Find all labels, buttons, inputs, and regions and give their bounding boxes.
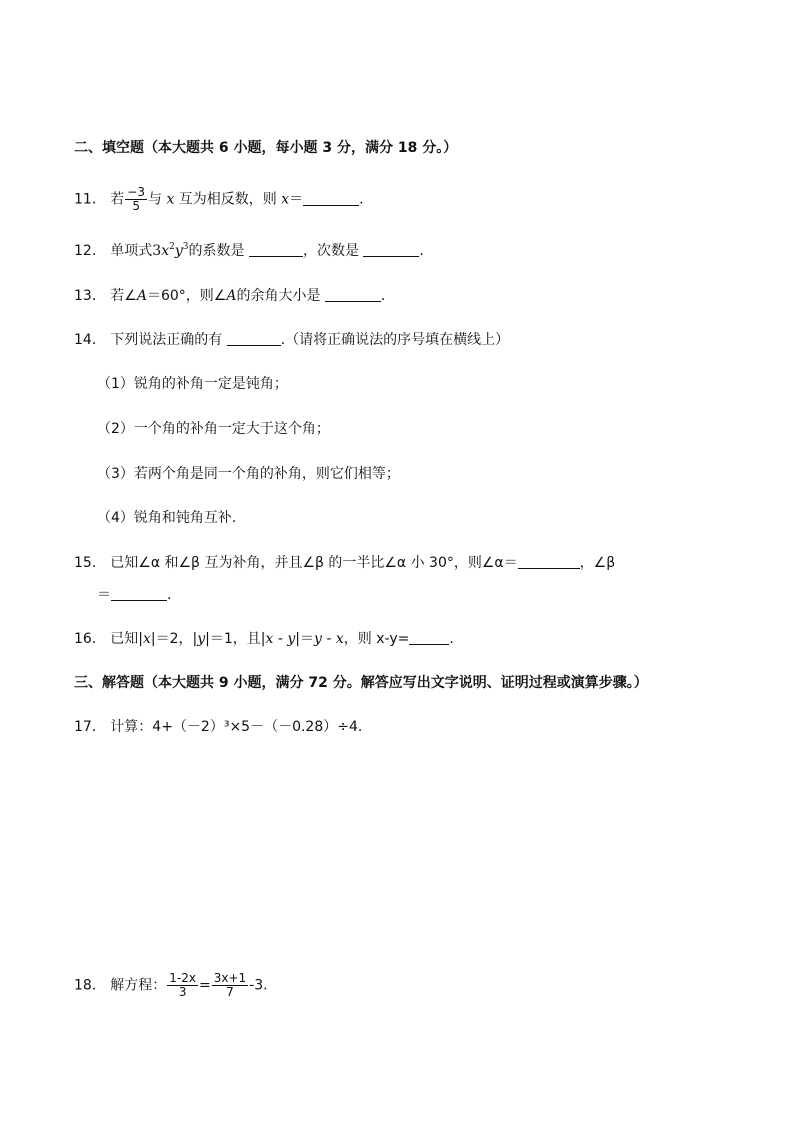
q11-text-mid: 与 xyxy=(147,191,162,208)
q16-answer-blank[interactable] xyxy=(409,630,449,645)
q11-fraction xyxy=(125,186,147,213)
q16-var-x2: x xyxy=(265,631,274,647)
question-11 xyxy=(74,186,364,213)
q11-answer-blank[interactable] xyxy=(303,191,359,206)
q18-number: 18． xyxy=(74,977,106,994)
q18-right-numerator: 3x+1 xyxy=(213,971,247,985)
q11-frac-denominator: 5 xyxy=(132,199,140,213)
q12-var-y: y xyxy=(174,243,183,259)
q14-option-4: （4）锐角和钝角互补. xyxy=(97,510,237,526)
q12-text-2: ，次数是 xyxy=(302,243,359,259)
q14-option-3: （3）若两个角是同一个角的补角，则它们相等； xyxy=(97,466,400,482)
q16-var-x1: x xyxy=(143,631,151,647)
q12-text-1: 的系数是 xyxy=(188,243,245,259)
q11-text-pre: 若 xyxy=(110,191,125,208)
q14-option-1: （1）锐角的补角一定是钝角； xyxy=(97,376,288,392)
q16-text-6: ，则 x-y= xyxy=(343,631,410,647)
q13-text-pre: 若∠ xyxy=(110,288,137,304)
q13-number: 13． xyxy=(74,288,106,304)
question-16 xyxy=(74,629,454,649)
q18-text-pre: 解方程： xyxy=(110,977,167,994)
q16-text-3: - xyxy=(273,631,288,647)
q16-var-x3: x xyxy=(335,631,344,647)
q13-answer-blank[interactable] xyxy=(325,287,381,302)
q14-text-pre: 下列说法正确的有 xyxy=(110,332,223,348)
q18-fraction-right xyxy=(212,972,248,999)
q15-alpha-blank[interactable] xyxy=(518,554,580,569)
q14-number: 14． xyxy=(74,332,106,348)
q12-coef: 3 xyxy=(152,243,162,259)
q14-text-post: .（请将正确说法的序号填在横线上） xyxy=(280,332,510,348)
q11-end: . xyxy=(359,191,364,208)
q12-number: 12． xyxy=(74,243,106,259)
q18-text-post: -3. xyxy=(249,977,268,994)
q11-eq: ＝ xyxy=(289,191,304,208)
question-13 xyxy=(74,286,385,306)
q18-fraction-left xyxy=(167,972,198,999)
question-18 xyxy=(74,972,268,999)
q15-line2-eq: ＝ xyxy=(97,587,111,603)
q18-equals: = xyxy=(198,977,211,994)
q16-number: 16． xyxy=(74,631,106,647)
q17-number: 17． xyxy=(74,719,106,735)
q12-var-x: x xyxy=(161,243,170,259)
q11-var-x2: x xyxy=(281,191,290,208)
q12-end: . xyxy=(419,243,424,259)
q12-degree-blank[interactable] xyxy=(363,242,419,257)
q15-number: 15． xyxy=(74,555,106,571)
q11-number: 11． xyxy=(74,191,106,208)
q11-frac-numerator: −3 xyxy=(127,185,145,199)
q15-end: . xyxy=(167,587,172,603)
q17-text: 计算：4+（－2）³×5－（－0.28）÷4. xyxy=(110,719,363,735)
q13-text-1: ＝60°，则∠ xyxy=(146,288,227,304)
q11-text-mid2: 互为相反数，则 xyxy=(178,191,277,208)
q13-angle-a: A xyxy=(136,288,147,304)
q13-end: . xyxy=(380,288,386,304)
q16-text-2: |＝1，且| xyxy=(205,631,266,647)
q16-end: . xyxy=(449,631,454,647)
q12-text-pre: 单项式 xyxy=(110,243,153,259)
q16-text-1: |＝2，| xyxy=(150,631,198,647)
q12-monomial xyxy=(152,243,188,259)
q11-var-x: x xyxy=(166,191,175,208)
q15-text-line1: 已知∠α 和∠β 互为补角，并且∠β 的一半比∠α 小 30°，则∠α＝ xyxy=(110,555,518,571)
section-2-title: 二、填空题（本大题共 6 小题，每小题 3 分，满分 18 分。） xyxy=(74,140,458,156)
q14-answer-blank[interactable] xyxy=(227,331,281,346)
q12-exp-x: 2 xyxy=(169,242,175,252)
q16-var-y3: y xyxy=(314,631,322,647)
q16-text-4: |＝ xyxy=(295,631,315,647)
q18-right-denominator: 7 xyxy=(226,985,234,999)
question-15 xyxy=(74,553,615,573)
q13-text-2: 的余角大小是 xyxy=(236,288,321,304)
q14-option-2: （2）一个角的补角一定大于这个角； xyxy=(97,421,330,437)
q16-var-y1: y xyxy=(197,631,206,647)
q18-left-denominator: 3 xyxy=(178,985,187,999)
q16-text-pre: 已知| xyxy=(110,631,143,647)
q15-beta-blank[interactable] xyxy=(111,586,167,601)
q12-exp-y: 3 xyxy=(182,242,189,252)
q13-angle-a2: A xyxy=(226,288,237,304)
q15-line-2 xyxy=(97,585,171,605)
question-14 xyxy=(74,330,509,350)
q12-coefficient-blank[interactable] xyxy=(249,242,303,257)
q15-separator: ，∠β xyxy=(579,555,616,571)
q16-var-y2: y xyxy=(287,631,296,647)
question-12 xyxy=(74,241,424,261)
q16-text-5: - xyxy=(321,631,336,647)
question-17 xyxy=(74,717,362,737)
q18-left-numerator: 1-2x xyxy=(169,971,196,985)
section-3-title: 三、解答题（本大题共 9 小题，满分 72 分。解答应写出文字说明、证明过程或演算步骤。） xyxy=(74,675,648,691)
